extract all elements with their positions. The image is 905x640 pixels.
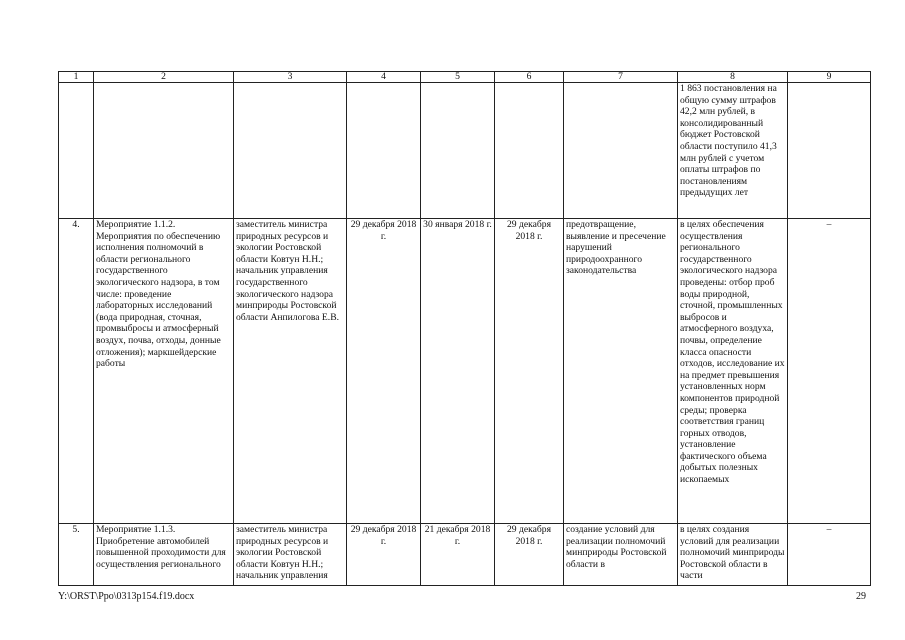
cell-responsible: заместитель министра природных ресурсов и экологии Ростовской области Ковтун Н.Н.; начальник управления <box>234 524 347 586</box>
cell-responsible: заместитель министра природных ресурсов и экологии Ростовской области Ковтун Н.Н.; начальник управления государственного экологического надзора минприроды Ростовской области Анпилогова Е.В. <box>234 219 347 524</box>
cell-end-date: 29 декабря 2018 г. <box>495 219 564 524</box>
cell-number: 4. <box>59 219 94 524</box>
footer-file-path: Y:\ORST\Ppo\0313p154.f19.docx <box>58 591 195 602</box>
cell-result: в целях создания условий для реализации полномочий минприроды Ростовской области в части <box>678 524 788 586</box>
cell-empty <box>94 83 234 219</box>
cell-start-date: 30 января 2018 г. <box>421 219 495 524</box>
cell-empty <box>347 83 421 219</box>
header-col-1: 1 <box>59 72 94 83</box>
cell-note: – <box>788 524 871 586</box>
cell-empty <box>564 83 678 219</box>
header-col-3: 3 <box>234 72 347 83</box>
cell-start-date: 21 декабря 2018 г. <box>421 524 495 586</box>
header-row <box>59 72 871 83</box>
cell-empty <box>59 83 94 219</box>
header-col-8: 8 <box>678 72 788 83</box>
cell-activity-name: Мероприятие 1.1.3. Приобретение автомобилей повышенной проходимости для осуществления регионального <box>94 524 234 586</box>
cell-result: 1 863 постановления на общую сумму штрафов 42,2 млн рублей, в консолидированный бюджет Ростовской области поступило 41,3 млн рублей с учетом оплаты штрафов по постановлениям предыдущих лет <box>678 83 788 219</box>
header-col-4: 4 <box>347 72 421 83</box>
cell-expected-result: создание условий для реализации полномочий минприроды Ростовской области в <box>564 524 678 586</box>
header-col-2: 2 <box>94 72 234 83</box>
report-table <box>58 71 871 586</box>
header-col-9: 9 <box>788 72 871 83</box>
cell-empty <box>495 83 564 219</box>
cell-activity-name: Мероприятие 1.1.2. Мероприятия по обеспечению исполнения полномочий в области регионального государственного экологического надзора, в том числе: проведение лабораторных исследований (вода природная, сточная, промвыбросы и атмосферный воздух, почва, отходы, донные отложения); маркшейдерские работы <box>94 219 234 524</box>
cell-number: 5. <box>59 524 94 586</box>
table-row-continuation <box>59 83 871 219</box>
table-row <box>59 524 871 586</box>
cell-result: в целях обеспечения осуществления регионального государственного экологического надзора проведены: отбор проб воды природной, сточной, промышленных выбросов и атмосферного воздуха, почвы, определение класса опасности отходов, исследование их на предмет превышения установленных норм компонентов природной среды; проверка соответствия границ горных отводов, установление фактического объема добытых полезных ископаемых <box>678 219 788 524</box>
cell-empty <box>234 83 347 219</box>
header-col-5: 5 <box>421 72 495 83</box>
table-row <box>59 219 871 524</box>
cell-plan-date: 29 декабря 2018 г. <box>347 524 421 586</box>
cell-note: – <box>788 219 871 524</box>
cell-empty <box>421 83 495 219</box>
cell-expected-result: предотвращение, выявление и пресечение нарушений природоохранного законодательства <box>564 219 678 524</box>
cell-end-date: 29 декабря 2018 г. <box>495 524 564 586</box>
header-col-7: 7 <box>564 72 678 83</box>
page-number: 29 <box>856 591 866 602</box>
cell-empty <box>788 83 871 219</box>
header-col-6: 6 <box>495 72 564 83</box>
cell-plan-date: 29 декабря 2018 г. <box>347 219 421 524</box>
